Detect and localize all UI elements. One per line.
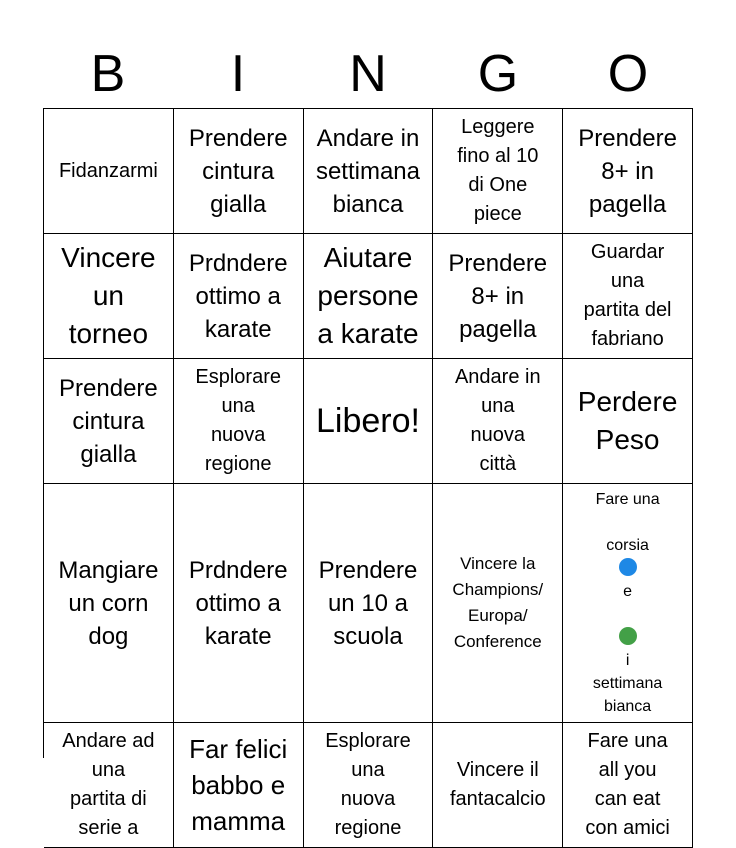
bingo-cell-free[interactable] [304, 359, 434, 484]
cell-text: Fare una all you can eat con amici [585, 730, 670, 839]
header-letter-o: O [607, 45, 649, 103]
bingo-cell-r4c1[interactable] [44, 484, 174, 723]
special-line-5: bianca [604, 698, 652, 715]
cell-text: Aiutare persone a karate [317, 242, 419, 349]
blue-circle-icon [619, 558, 637, 576]
cell-text: Esplorare una nuova regione [195, 366, 281, 475]
special-word-e: e [623, 583, 633, 600]
bingo-cell-r3c4[interactable] [433, 359, 563, 484]
cell-text: Perdere Peso [577, 386, 678, 455]
bingo-cell-r1c1[interactable] [44, 109, 174, 234]
bingo-cell-r1c3[interactable] [304, 109, 434, 234]
bingo-cell-r3c5[interactable] [563, 359, 693, 484]
cell-text: Andare in settimana bianca [315, 124, 421, 218]
cell-text: Prendere un 10 a scuola [318, 556, 418, 650]
bingo-cell-r4c3[interactable] [304, 484, 434, 723]
special-word-i: i [625, 652, 630, 669]
bingo-cell-r2c3[interactable] [304, 234, 434, 359]
special-line-4: settimana [592, 675, 663, 692]
special-line-1: Fare una [595, 491, 660, 508]
special-line-3 [593, 603, 662, 672]
special-line-2 [593, 511, 662, 603]
cell-text-special [593, 488, 662, 718]
header-letter-b: B [90, 45, 126, 103]
cell-text: Andare in una nuova città [454, 366, 541, 475]
bingo-cell-r2c1[interactable] [44, 234, 174, 359]
special-word-corsia: corsia [606, 537, 649, 554]
cell-text: Prendere 8+ in pagella [578, 124, 677, 218]
bingo-cell-r5c3[interactable] [304, 723, 434, 848]
bingo-header [43, 40, 693, 108]
bingo-cell-r2c2[interactable] [174, 234, 304, 359]
bingo-cell-r1c4[interactable] [433, 109, 563, 234]
cell-text: Andare ad una partita di serie a [62, 730, 155, 839]
bingo-cell-r2c4[interactable] [433, 234, 563, 359]
bingo-card [43, 108, 693, 839]
bingo-cell-r3c1[interactable] [44, 359, 174, 484]
cell-text: Esplorare una nuova regione [325, 730, 411, 839]
cell-text: Far felici babbo e mamma [189, 734, 288, 836]
cell-text: Fidanzarmi [58, 159, 158, 182]
bingo-cell-r1c2[interactable] [174, 109, 304, 234]
cell-text: Mangiare un corn dog [58, 556, 159, 650]
cell-text: Prendere cintura gialla [188, 124, 288, 218]
bingo-cell-r4c2[interactable] [174, 484, 304, 723]
cell-text: Prendere cintura gialla [59, 374, 158, 468]
free-space-text: Libero! [316, 402, 420, 440]
header-letter-i: I [230, 45, 246, 103]
bingo-cell-r2c5[interactable] [563, 234, 693, 359]
cell-text: Vincere un torneo [61, 242, 156, 349]
cell-text: Prendere 8+ in pagella [448, 249, 548, 343]
cell-text: Prdndere ottimo a karate [188, 249, 288, 343]
cell-text: Vincere la Champions/ Europa/ Conference [452, 554, 544, 651]
bingo-cell-r3c2[interactable] [174, 359, 304, 484]
bingo-cell-r5c4[interactable] [433, 723, 563, 848]
green-circle-icon [619, 627, 637, 645]
cell-text: Prdndere ottimo a karate [188, 556, 288, 650]
bingo-cell-r5c5[interactable] [563, 723, 693, 848]
bingo-cell-r4c5[interactable] [563, 484, 693, 723]
bingo-cell-r5c1[interactable] [44, 723, 174, 848]
header-letter-g: G [477, 45, 519, 103]
bingo-cell-r5c2[interactable] [174, 723, 304, 848]
cell-text: Vincere il fantacalcio [449, 759, 546, 810]
cell-text: Guardar una partita del fabriano [583, 241, 672, 350]
cell-text: Leggere fino al 10 di One piece [457, 116, 539, 225]
header-letter-n: N [349, 45, 387, 103]
bingo-cell-r4c4[interactable] [433, 484, 563, 723]
bingo-cell-r1c5[interactable] [563, 109, 693, 234]
